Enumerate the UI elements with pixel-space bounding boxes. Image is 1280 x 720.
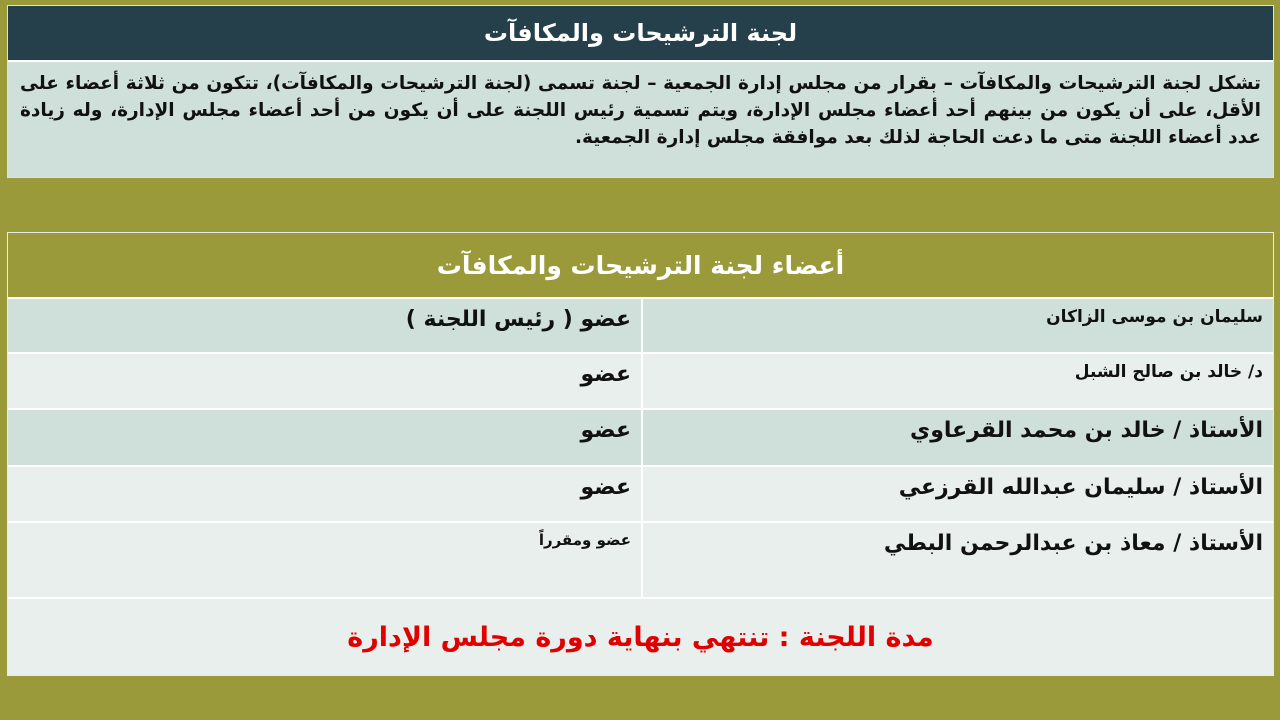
intro-panel — [7, 5, 1274, 178]
member-name: سليمان بن موسى الزاكان — [641, 299, 1273, 352]
member-role: عضو — [580, 418, 631, 443]
member-role: عضو — [580, 362, 631, 387]
member-name: الأستاذ / معاذ بن عبدالرحمن البطي — [641, 523, 1273, 597]
table-row — [8, 467, 1273, 523]
table-row — [8, 354, 1273, 410]
member-role: عضو — [580, 475, 631, 500]
table-row — [8, 410, 1273, 467]
member-name: الأستاذ / خالد بن محمد القرعاوي — [641, 410, 1273, 465]
table-row — [8, 523, 1273, 599]
member-name: الأستاذ / سليمان عبدالله القرزعي — [641, 467, 1273, 521]
members-table-header: أعضاء لجنة الترشيحات والمكافآت — [8, 233, 1273, 299]
committee-term-note: مدة اللجنة : تنتهي بنهاية دورة مجلس الإدارة — [8, 599, 1273, 675]
table-row — [8, 299, 1273, 354]
member-name: د/ خالد بن صالح الشبل — [641, 354, 1273, 408]
members-table — [7, 232, 1274, 676]
member-role: عضو ومقرراً — [538, 531, 631, 549]
intro-paragraph: تشكل لجنة الترشيحات والمكافآت – بقرار من مجلس إدارة الجمعية – لجنة تسمى (لجنة الترشيحات والمكافآت)، تتكون من ثلاثة أعضاء على الأقل، على أن يكون من بينهم أحد أعضاء مجلس الإدارة، ويتم تسمية رئيس اللجنة على أن يكون من أحد أعضاء مجلس الإدارة، وله زيادة عدد أعضاء اللجنة متى ما دعت الحاجة لذلك بعد موافقة مجلس إدارة الجمعية. — [8, 62, 1273, 177]
page-title: لجنة الترشيحات والمكافآت — [8, 6, 1273, 62]
member-role: عضو ( رئيس اللجنة ) — [405, 307, 631, 332]
